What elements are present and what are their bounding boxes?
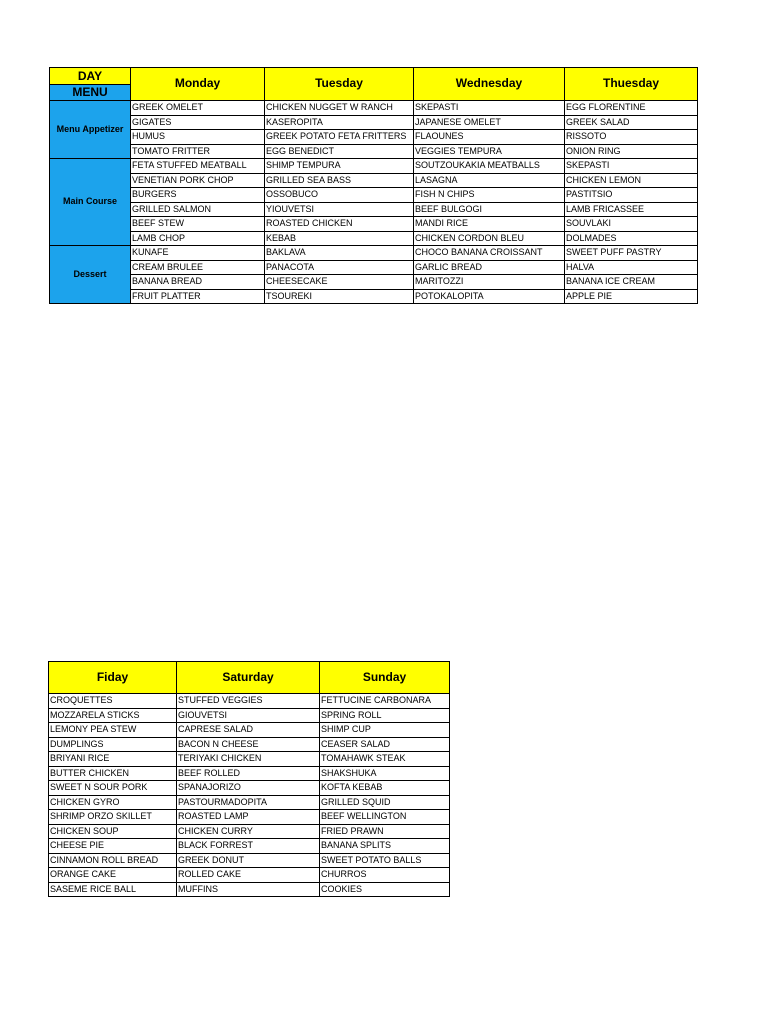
menu-item-cell: SHRIMP ORZO SKILLET	[49, 810, 177, 825]
menu-item-cell: GREEK SALAD	[565, 115, 698, 130]
menu-item-cell: CHURROS	[320, 868, 450, 883]
table-row	[49, 810, 450, 825]
menu-item-cell: BEEF BULGOGI	[414, 202, 565, 217]
menu-item-cell: ONION RING	[565, 144, 698, 159]
menu-item-cell: EGG FLORENTINE	[565, 101, 698, 116]
table-row	[50, 188, 698, 203]
menu-item-cell: JAPANESE OMELET	[414, 115, 565, 130]
day-header-thursday: Thuesday	[565, 68, 698, 101]
menu-item-cell: CHICKEN SOUP	[49, 824, 177, 839]
table-row	[50, 246, 698, 261]
day-header-wednesday: Wednesday	[414, 68, 565, 101]
table-row	[50, 217, 698, 232]
menu-item-cell: MUFFINS	[177, 882, 320, 897]
day-header-sunday: Sunday	[320, 662, 450, 694]
weekday-menu-table	[49, 67, 698, 304]
menu-item-cell: SKEPASTI	[565, 159, 698, 174]
day-label: DAY	[50, 68, 131, 85]
table-row	[49, 839, 450, 854]
weekend-menu-table	[48, 661, 450, 897]
menu-item-cell: VENETIAN PORK CHOP	[131, 173, 265, 188]
menu-item-cell: HALVA	[565, 260, 698, 275]
day-header-saturday: Saturday	[177, 662, 320, 694]
menu-item-cell: KUNAFE	[131, 246, 265, 261]
category-label: Dessert	[50, 246, 131, 304]
menu-item-cell: MARITOZZI	[414, 275, 565, 290]
menu-item-cell: KOFTA KEBAB	[320, 781, 450, 796]
menu-item-cell: STUFFED VEGGIES	[177, 694, 320, 709]
menu-item-cell: GRILLED SEA BASS	[265, 173, 414, 188]
table-row	[50, 101, 698, 116]
menu-item-cell: BANANA BREAD	[131, 275, 265, 290]
menu-item-cell: DUMPLINGS	[49, 737, 177, 752]
menu-item-cell: GRILLED SQUID	[320, 795, 450, 810]
menu-item-cell: PASTITSIO	[565, 188, 698, 203]
menu-item-cell: BURGERS	[131, 188, 265, 203]
menu-item-cell: ROLLED CAKE	[177, 868, 320, 883]
header-row	[49, 662, 450, 694]
menu-item-cell: BAKLAVA	[265, 246, 414, 261]
weekend-menu-body	[49, 662, 450, 897]
menu-item-cell: TSOUREKI	[265, 289, 414, 304]
table-row	[50, 202, 698, 217]
menu-item-cell: CROQUETTES	[49, 694, 177, 709]
menu-item-cell: FETA STUFFED MEATBALL	[131, 159, 265, 174]
menu-item-cell: CEASER SALAD	[320, 737, 450, 752]
table-row	[49, 853, 450, 868]
table-row	[50, 115, 698, 130]
menu-item-cell: COOKIES	[320, 882, 450, 897]
menu-item-cell: ORANGE CAKE	[49, 868, 177, 883]
menu-item-cell: ROASTED LAMP	[177, 810, 320, 825]
table-row	[49, 694, 450, 709]
menu-item-cell: TOMATO FRITTER	[131, 144, 265, 159]
table-row	[49, 795, 450, 810]
menu-item-cell: SOUVLAKI	[565, 217, 698, 232]
menu-label: MENU	[50, 85, 131, 101]
menu-item-cell: GREEK DONUT	[177, 853, 320, 868]
table-row	[49, 708, 450, 723]
table-row	[50, 289, 698, 304]
menu-item-cell: SHAKSHUKA	[320, 766, 450, 781]
menu-item-cell: GREEK OMELET	[131, 101, 265, 116]
menu-item-cell: EGG BENEDICT	[265, 144, 414, 159]
table-row	[49, 868, 450, 883]
table-row	[49, 737, 450, 752]
menu-item-cell: BANANA ICE CREAM	[565, 275, 698, 290]
menu-item-cell: LEMONY PEA STEW	[49, 723, 177, 738]
menu-item-cell: BEEF WELLINGTON	[320, 810, 450, 825]
day-header-monday: Monday	[131, 68, 265, 101]
menu-item-cell: GREEK POTATO FETA FRITTERS	[265, 130, 414, 145]
menu-item-cell: GRILLED SALMON	[131, 202, 265, 217]
menu-item-cell: VEGGIES TEMPURA	[414, 144, 565, 159]
header-row	[50, 68, 698, 85]
menu-item-cell: CHEESE PIE	[49, 839, 177, 854]
menu-item-cell: TOMAHAWK STEAK	[320, 752, 450, 767]
table-row	[50, 144, 698, 159]
menu-item-cell: PASTOURMADOPITA	[177, 795, 320, 810]
menu-item-cell: LAMB CHOP	[131, 231, 265, 246]
menu-item-cell: HUMUS	[131, 130, 265, 145]
menu-item-cell: RISSOTO	[565, 130, 698, 145]
menu-item-cell: SPRING ROLL	[320, 708, 450, 723]
menu-item-cell: BEEF STEW	[131, 217, 265, 232]
day-header-tuesday: Tuesday	[265, 68, 414, 101]
table-row	[50, 275, 698, 290]
menu-item-cell: CHICKEN CORDON BLEU	[414, 231, 565, 246]
menu-item-cell: CHICKEN LEMON	[565, 173, 698, 188]
menu-item-cell: POTOKALOPITA	[414, 289, 565, 304]
menu-item-cell: CHEESECAKE	[265, 275, 414, 290]
menu-item-cell: CHICKEN GYRO	[49, 795, 177, 810]
menu-item-cell: BLACK FORREST	[177, 839, 320, 854]
menu-item-cell: BANANA SPLITS	[320, 839, 450, 854]
menu-item-cell: FISH N CHIPS	[414, 188, 565, 203]
menu-item-cell: SHIMP TEMPURA	[265, 159, 414, 174]
table-row	[49, 766, 450, 781]
menu-item-cell: PANACOTA	[265, 260, 414, 275]
menu-item-cell: APPLE PIE	[565, 289, 698, 304]
menu-item-cell: CHICKEN NUGGET W RANCH	[265, 101, 414, 116]
menu-item-cell: FLAOUNES	[414, 130, 565, 145]
menu-item-cell: SOUTZOUKAKIA MEATBALLS	[414, 159, 565, 174]
table-row	[50, 159, 698, 174]
menu-item-cell: SWEET PUFF PASTRY	[565, 246, 698, 261]
table-row	[50, 173, 698, 188]
table-row	[50, 260, 698, 275]
menu-item-cell: CINNAMON ROLL BREAD	[49, 853, 177, 868]
day-header-friday: Fiday	[49, 662, 177, 694]
menu-item-cell: BACON N CHEESE	[177, 737, 320, 752]
menu-item-cell: KASEROPITA	[265, 115, 414, 130]
menu-item-cell: DOLMADES	[565, 231, 698, 246]
menu-item-cell: OSSOBUCO	[265, 188, 414, 203]
menu-item-cell: LASAGNA	[414, 173, 565, 188]
menu-item-cell: GIGATES	[131, 115, 265, 130]
menu-item-cell: CHOCO BANANA CROISSANT	[414, 246, 565, 261]
menu-item-cell: BUTTER CHICKEN	[49, 766, 177, 781]
menu-item-cell: FETTUCINE CARBONARA	[320, 694, 450, 709]
menu-item-cell: GARLIC BREAD	[414, 260, 565, 275]
category-label: Main Course	[50, 159, 131, 246]
menu-item-cell: CREAM BRULEE	[131, 260, 265, 275]
table-row	[49, 781, 450, 796]
menu-item-cell: SKEPASTI	[414, 101, 565, 116]
menu-item-cell: CHICKEN CURRY	[177, 824, 320, 839]
menu-item-cell: SHIMP CUP	[320, 723, 450, 738]
menu-item-cell: BRIYANI RICE	[49, 752, 177, 767]
table-row	[49, 824, 450, 839]
table-row	[50, 130, 698, 145]
table-row	[50, 231, 698, 246]
menu-item-cell: MOZZARELA STICKS	[49, 708, 177, 723]
menu-item-cell: ROASTED CHICKEN	[265, 217, 414, 232]
menu-item-cell: GIOUVETSI	[177, 708, 320, 723]
menu-item-cell: SWEET POTATO BALLS	[320, 853, 450, 868]
weekday-menu-body	[50, 68, 698, 304]
table-row	[49, 882, 450, 897]
menu-item-cell: BEEF ROLLED	[177, 766, 320, 781]
menu-item-cell: FRUIT PLATTER	[131, 289, 265, 304]
category-label: Menu Appetizer	[50, 101, 131, 159]
menu-item-cell: TERIYAKI CHICKEN	[177, 752, 320, 767]
menu-item-cell: LAMB FRICASSEE	[565, 202, 698, 217]
menu-item-cell: SPANAJORIZO	[177, 781, 320, 796]
menu-item-cell: SASEME RICE BALL	[49, 882, 177, 897]
menu-item-cell: YIOUVETSI	[265, 202, 414, 217]
table-row	[49, 752, 450, 767]
menu-item-cell: KEBAB	[265, 231, 414, 246]
menu-item-cell: MANDI RICE	[414, 217, 565, 232]
menu-item-cell: FRIED PRAWN	[320, 824, 450, 839]
table-row	[49, 723, 450, 738]
menu-item-cell: CAPRESE SALAD	[177, 723, 320, 738]
menu-item-cell: SWEET N SOUR PORK	[49, 781, 177, 796]
